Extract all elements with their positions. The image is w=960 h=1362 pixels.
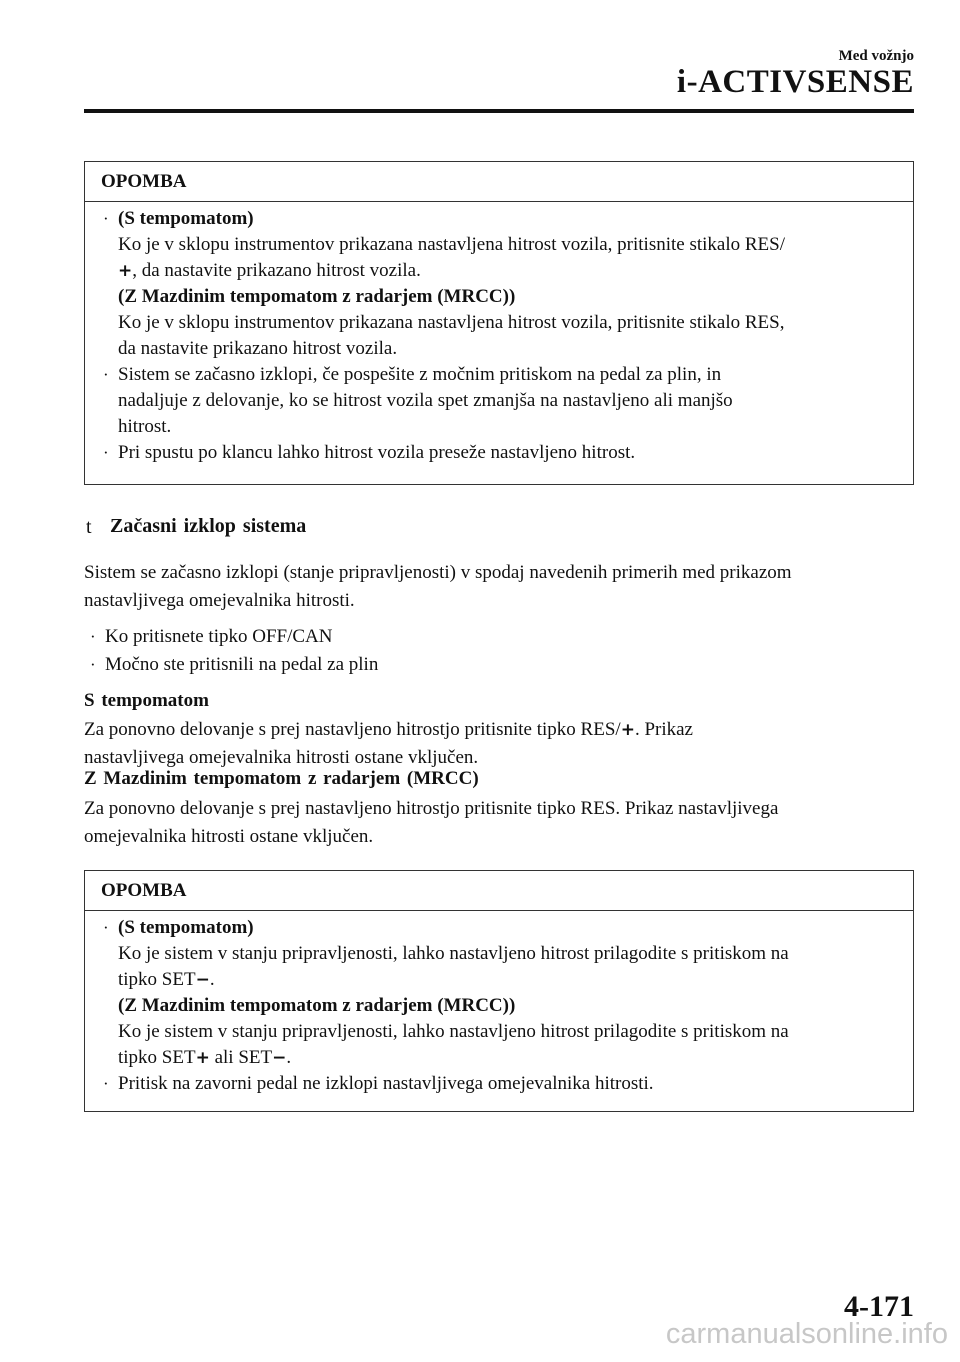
page-number: 4-171 [844,1290,914,1323]
bullet-subtitle: (Z Mazdinim tempomatom z radarjem (MRCC)) [118,286,516,307]
bullet-icon: · [103,1074,109,1093]
header-rule [84,109,914,113]
bullet-line: Ko je v sklopu instrumentov prikazana nastavljena hitrost vozila, pritisnite stikalo RES/ [118,234,785,255]
bullet-line: tipko SET+ ali SET−. [118,1047,292,1068]
minus-icon: − [195,970,210,990]
list-item: · Ko pritisnete tipko OFF/CAN [88,623,378,651]
section-title: Začasni izklop sistema [110,515,307,537]
header-section: Med vožnjo [838,48,914,64]
bullet-icon: · [90,627,96,646]
note-bullet [101,1071,903,1097]
bullet-line: Ko je v sklopu instrumentov prikazana nastavljena hitrost vozila, pritisnite stikalo RES, [118,312,785,333]
cruise-paragraph: Za ponovno delovanje s prej nastavljeno hitrostjo pritisnite tipko RES/+. Prikaz nastavljivega omejevalnika hitrosti ostane vključen. [84,719,693,768]
bullet-line: +, da nastavite prikazano hitrost vozila. [118,260,421,281]
list-item: · Močno ste pritisnili na pedal za plin [88,651,378,679]
bullet-icon: · [103,918,109,937]
bullet-line: tipko SET−. [118,969,215,990]
bullet-line: Pritisk na zavorni pedal ne izklopi nastavljivega omejevalnika hitrosti. [118,1073,654,1094]
note-bullet [101,206,903,362]
subheading-cruise: S tempomatom [84,690,209,711]
note-box-2 [84,870,914,1112]
bullet-line: hitrost. [118,416,172,437]
note-heading: OPOMBA [85,162,913,202]
bullet-line: Sistem se začasno izklopi, če pospešite z močnim pritiskom na pedal za plin, in [118,364,722,385]
note-bullet [101,915,903,1071]
mrcc-paragraph: Za ponovno delovanje s prej nastavljeno hitrostjo pritisnite tipko RES. Prikaz nastavljivega omejevalnika hitrosti ostane vključen. [84,798,779,847]
bullet-icon: · [103,443,109,462]
note-bullet [101,440,903,466]
bullet-icon: · [90,655,96,674]
bullet-title: (S tempomatom) [118,917,254,938]
bullet-icon: · [103,209,109,228]
bullet-line: Pri spustu po klancu lahko hitrost vozila preseže nastavljeno hitrost. [118,442,636,463]
section-paragraph: Sistem se začasno izklopi (stanje pripravljenosti) v spodaj navedenih primerih med prikazom nastavljivega omejevalnika hitrosti. [84,562,792,611]
note-heading: OPOMBA [85,871,913,911]
note-body [85,911,913,1097]
subheading-mrcc: Z Mazdinim tempomatom z radarjem (MRCC) [84,768,479,789]
plus-icon: + [620,720,635,740]
section-marker-icon: t [86,516,92,538]
minus-icon: − [272,1048,287,1068]
bullet-line: Ko je sistem v stanju pripravljenosti, lahko nastavljeno hitrost prilagodite s pritiskom na [118,943,789,964]
bullet-subtitle: (Z Mazdinim tempomatom z radarjem (MRCC)) [118,995,516,1016]
header-title: i-ACTIVSENSE [676,64,914,100]
watermark: carmanualsonline.info [665,1318,948,1350]
bullet-icon: · [103,365,109,384]
bullet-line: da nastavite prikazano hitrost vozila. [118,338,398,359]
bullet-line: nadaljuje z delovanje, ko se hitrost vozila spet zmanjša na nastavljeno ali manjšo [118,390,733,411]
note-box-1 [84,161,914,485]
note-body [85,202,913,466]
bullet-title: (S tempomatom) [118,208,254,229]
bullet-line: Ko je sistem v stanju pripravljenosti, lahko nastavljeno hitrost prilagodite s pritiskom na [118,1021,789,1042]
note-bullet [101,362,903,440]
plus-icon: + [118,261,133,281]
condition-list [88,623,378,679]
plus-icon: + [195,1048,210,1068]
